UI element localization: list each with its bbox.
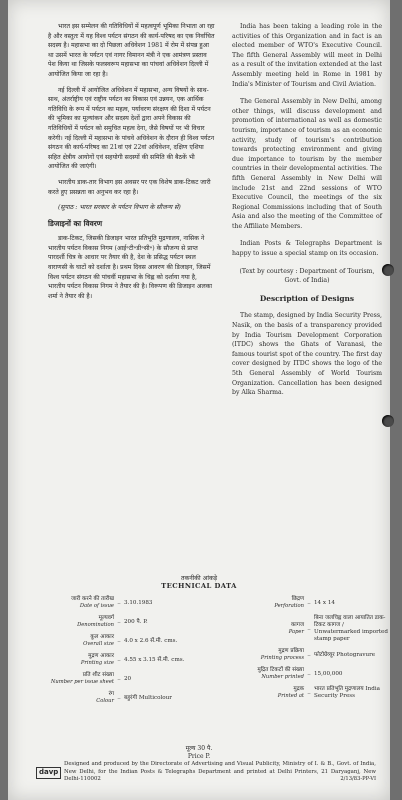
hindi-paragraph-2: नई दिल्ली में आयोजित अधिवेशन में महासभा, अन्य विषयों के साथ-साथ, अंतर्राष्ट्रीय एवं राष्ट्रीय पर्यटन का विकास एवं उन्नयन, एक आर्थिक गतिविधि के रूप में पर्यटन का महत्व, पर्यावरण संरक्षण की दिशा में पर्यटन की भूमिका का मूल्यांकन और सदस्य देशों द्वारा अपने विकास की गतिविधियों में पर्यटन को समुचित महत्व देना, जैसे विषयों पर भी विचार करेगी। नई दिल्ली में महासभा के पांचवे अधिवेशन के दौरान ही विश्व पर्यटन संगठन की कार्य-परिषद का 21वां एवं 22वां अधिवेशन, दक्षिण एशिया सहित क्षेत्रीय आयोगों एवं सहयोगी सदस्यों की समिति की बैठकें भी आयोजित की जाएंगी।: [48, 86, 215, 171]
technical-data-right: [222, 596, 390, 705]
technical-data-left: [42, 596, 212, 710]
tech-label-english: Date of issue: [79, 603, 114, 609]
binder-hole-icon: [382, 415, 394, 427]
tech-row: छिद्रण Perforation .. 14 x 14: [222, 596, 390, 610]
tech-row: प्रति शीट संख्या Number per issue sheet .. 20: [42, 672, 212, 686]
price-english: Price P.: [187, 753, 211, 760]
binder-hole-icon: [382, 264, 394, 276]
tech-value: 200 पै. P.: [124, 618, 148, 625]
tech-row: कुल आकार Overall size .. 4.0 x 2.6 सें.मी. cms.: [42, 634, 212, 648]
footer: [36, 761, 376, 784]
footer-credit-text: Designed and produced by the Directorate of Advertising and Visual Publicity, Ministry of I. & B., Govt. of India, New Delhi, for the Indian Posts & Telegraphs Department and printed at Delhi Printers, 21 Daryaganj, New Delhi-110002: [64, 761, 376, 782]
tech-value: 14 x 14: [314, 599, 335, 606]
tech-label-hindi: मुद्रण प्रक्रिया: [278, 648, 304, 654]
tech-label-english: Printed at: [277, 693, 304, 699]
tech-label-english: Number per issue sheet: [50, 679, 114, 685]
tech-label-hindi: मुद्रित टिकटों की संख्या: [257, 667, 304, 673]
price-block: [8, 745, 390, 761]
english-column: [232, 22, 382, 406]
tech-label-english: Colour: [96, 698, 114, 704]
tech-label-hindi: रंग: [108, 691, 114, 697]
tech-label-hindi: कुल आकार: [90, 634, 114, 640]
tech-value: 3.10.1983: [124, 599, 153, 606]
tech-value: 4.0 x 2.6 सें.मी. cms.: [124, 637, 178, 644]
tech-label-english: Number printed: [261, 674, 304, 680]
english-paragraph-3: Indian Posts & Telegraphs Department is happy to issue a special stamp on its occasion.: [232, 240, 382, 258]
tech-label-english: Perforation: [274, 603, 304, 609]
english-paragraph-2: The General Assembly in New Delhi, among other things, will discuss development and promotion of international as well as domestic tourism, importance of tourism as an economic activity, study of tourism's contribution towards protecting environment and giving due importance to tourism by the member countries in their developmental activities. The fifth General Assembly in New Delhi will include 21st and 22nd sessions of WTO Executive Council, the meetings of the six Regional Commissions including that of South Asia and also the meeting of the Committee of the Affiliate Members.: [232, 98, 382, 230]
tech-label-english: Denomination: [77, 622, 114, 628]
tech-label-hindi: मुद्रण आकार: [88, 653, 114, 659]
tech-label-english: Printing process: [260, 655, 304, 661]
tech-label-hindi: मूल्यवर्ग: [98, 615, 114, 621]
hindi-column: [48, 22, 216, 307]
tech-label-english: Paper: [288, 629, 304, 635]
tech-row: मुद्रित टिकटों की संख्या Number printed .. 15,00,000: [222, 667, 390, 681]
tech-row: मुद्रण प्रक्रिया Printing process .. फोटोग्रेव्यूर Photogravure: [222, 648, 390, 662]
hindi-design-title: डिजाइनों का विवरण: [48, 218, 103, 228]
tech-value: 20: [124, 675, 132, 682]
technical-title-english: TECHNICAL DATA: [161, 582, 237, 590]
tech-row: कागज Paper .. बिना जलचिह्न वाला आयातित डाक-टिकट कागज / Unwatermarked imported stamp paper: [222, 615, 390, 643]
tech-row: मूल्यवर्ग Denomination .. 200 पै. P.: [42, 615, 212, 629]
davp-logo: davp: [36, 767, 61, 779]
english-design-paragraph: The stamp, designed by India Security Press, Nasik, on the basis of a transparency provided by India Tourism Development Corporation (ITDC) shows the Ghats of Varanasi, the famous tourist spot of the country. The first day cover designed by ITDC shows the logo of the 5th General Assembly of World Tourism Organization. Cancellation has been designed by Alka Sharma.: [232, 312, 382, 397]
tech-label-english: Overall size: [83, 641, 114, 647]
hindi-paragraph-3: भारतीय डाक-तार विभाग इस अवसर पर एक विशेष डाक-टिकट जारी करते हुए प्रसन्नता का अनुभव कर रहा है।: [48, 178, 211, 196]
hindi-design-paragraph: डाक-टिकट, जिसकी डिजाइन भारत प्रतिभूति मुद्रणालय, नासिक ने भारतीय पर्यटन विकास निगम (आई॰टी॰डी॰सी॰) के सौजन्य से प्राप्त पारदर्शी चित्र के आधार पर तैयार की है, देश के प्रसिद्ध पर्यटन स्थल वाराणसी के घाटों को दर्शाता है। प्रथम दिवस आवरण की डिजाइन, जिसमें विश्व पर्यटन संगठन की पांचवीं महासभा के चिह्न को दर्शाया गया है, भारतीय पर्यटन विकास निगम ने तैयार की है। विरूपण की डिजाइन अलका शर्मा ने तैयार की है।: [48, 235, 213, 300]
tech-value: फोटोग्रेव्यूर Photogravure: [314, 651, 376, 658]
tech-label-english: Printing size: [80, 660, 114, 666]
tech-value: 4.55 x 3.15 सें.मी. cms.: [124, 656, 185, 663]
english-paragraph-1: India has been taking a leading role in the activities of this Organization and in fact is an elected member of WTO's Executive Council. The fifth General Assembly will meet in Delhi as a result of the invitation extended at the last Assembly meeting held in Rome in 1981 by India's Minister of Tourism and Civil Aviation.: [232, 23, 382, 88]
tech-label-hindi: जारी करने की तारीख: [70, 596, 114, 602]
price-hindi: मूल्य 30 पै.: [185, 745, 213, 752]
tech-row: रंग Colour .. बहुरंगी Multicolour: [42, 691, 212, 705]
tech-label-hindi: मुद्रक: [293, 686, 304, 692]
technical-title-hindi: तकनीकी आंकड़े: [180, 575, 218, 582]
brochure-sheet: [8, 0, 390, 800]
tech-value: 15,00,000: [314, 670, 343, 677]
footer-code: 2/13/83-PP-VI: [340, 776, 376, 782]
tech-value: बिना जलचिह्न वाला आयातित डाक-टिकट कागज / Unwatermarked imported stamp paper: [314, 615, 388, 642]
hindi-courtesy-note: (सुपाठ : भारत सरकार के पर्यटन विभाग के सौजन्य से): [58, 204, 181, 212]
tech-row: मुद्रण आकार Printing size .. 4.55 x 3.15 सें.मी. cms.: [42, 653, 212, 667]
tech-label-hindi: प्रति शीट संख्या: [82, 672, 114, 678]
hindi-paragraph-1: भारत इस सम्मेलन की गतिविधियों में महत्वपूर्ण भूमिका निभाता आ रहा है और वस्तुतः में यह विश्व पर्यटन संगठन की कार्य-परिषद का एक निर्वाचित सदस्य है। महासभा का दो पिछला अधिवेशन 1981 में रोम में संपन्न हुआ था उसमें भारत के पर्यटन एवं नागर विमानन मंत्री ने एक आमंत्रण प्रस्ताव पेश किया था जिसके फलस्वरूप महासभा का पांचवां अधिवेशन दिल्ली में आयोजित किया जा रहा है।: [48, 23, 215, 78]
english-courtesy-note: (Text by courtesy : Department of Tourism, Govt. of India): [239, 267, 375, 285]
tech-row: मुद्रक Printed at .. भारत प्रतिभूति मुद्रणालय India Security Press: [222, 686, 390, 700]
tech-value: भारत प्रतिभूति मुद्रणालय India Security Press: [314, 686, 380, 699]
tech-row: जारी करने की तारीख Date of issue .. 3.10.1983: [42, 596, 212, 610]
english-design-title: Description of Designs: [259, 293, 355, 303]
tech-value: बहुरंगी Multicolour: [124, 694, 172, 701]
tech-label-hindi: कागज: [290, 622, 304, 628]
tech-label-hindi: छिद्रण: [291, 596, 304, 602]
technical-data-title: [8, 573, 390, 590]
